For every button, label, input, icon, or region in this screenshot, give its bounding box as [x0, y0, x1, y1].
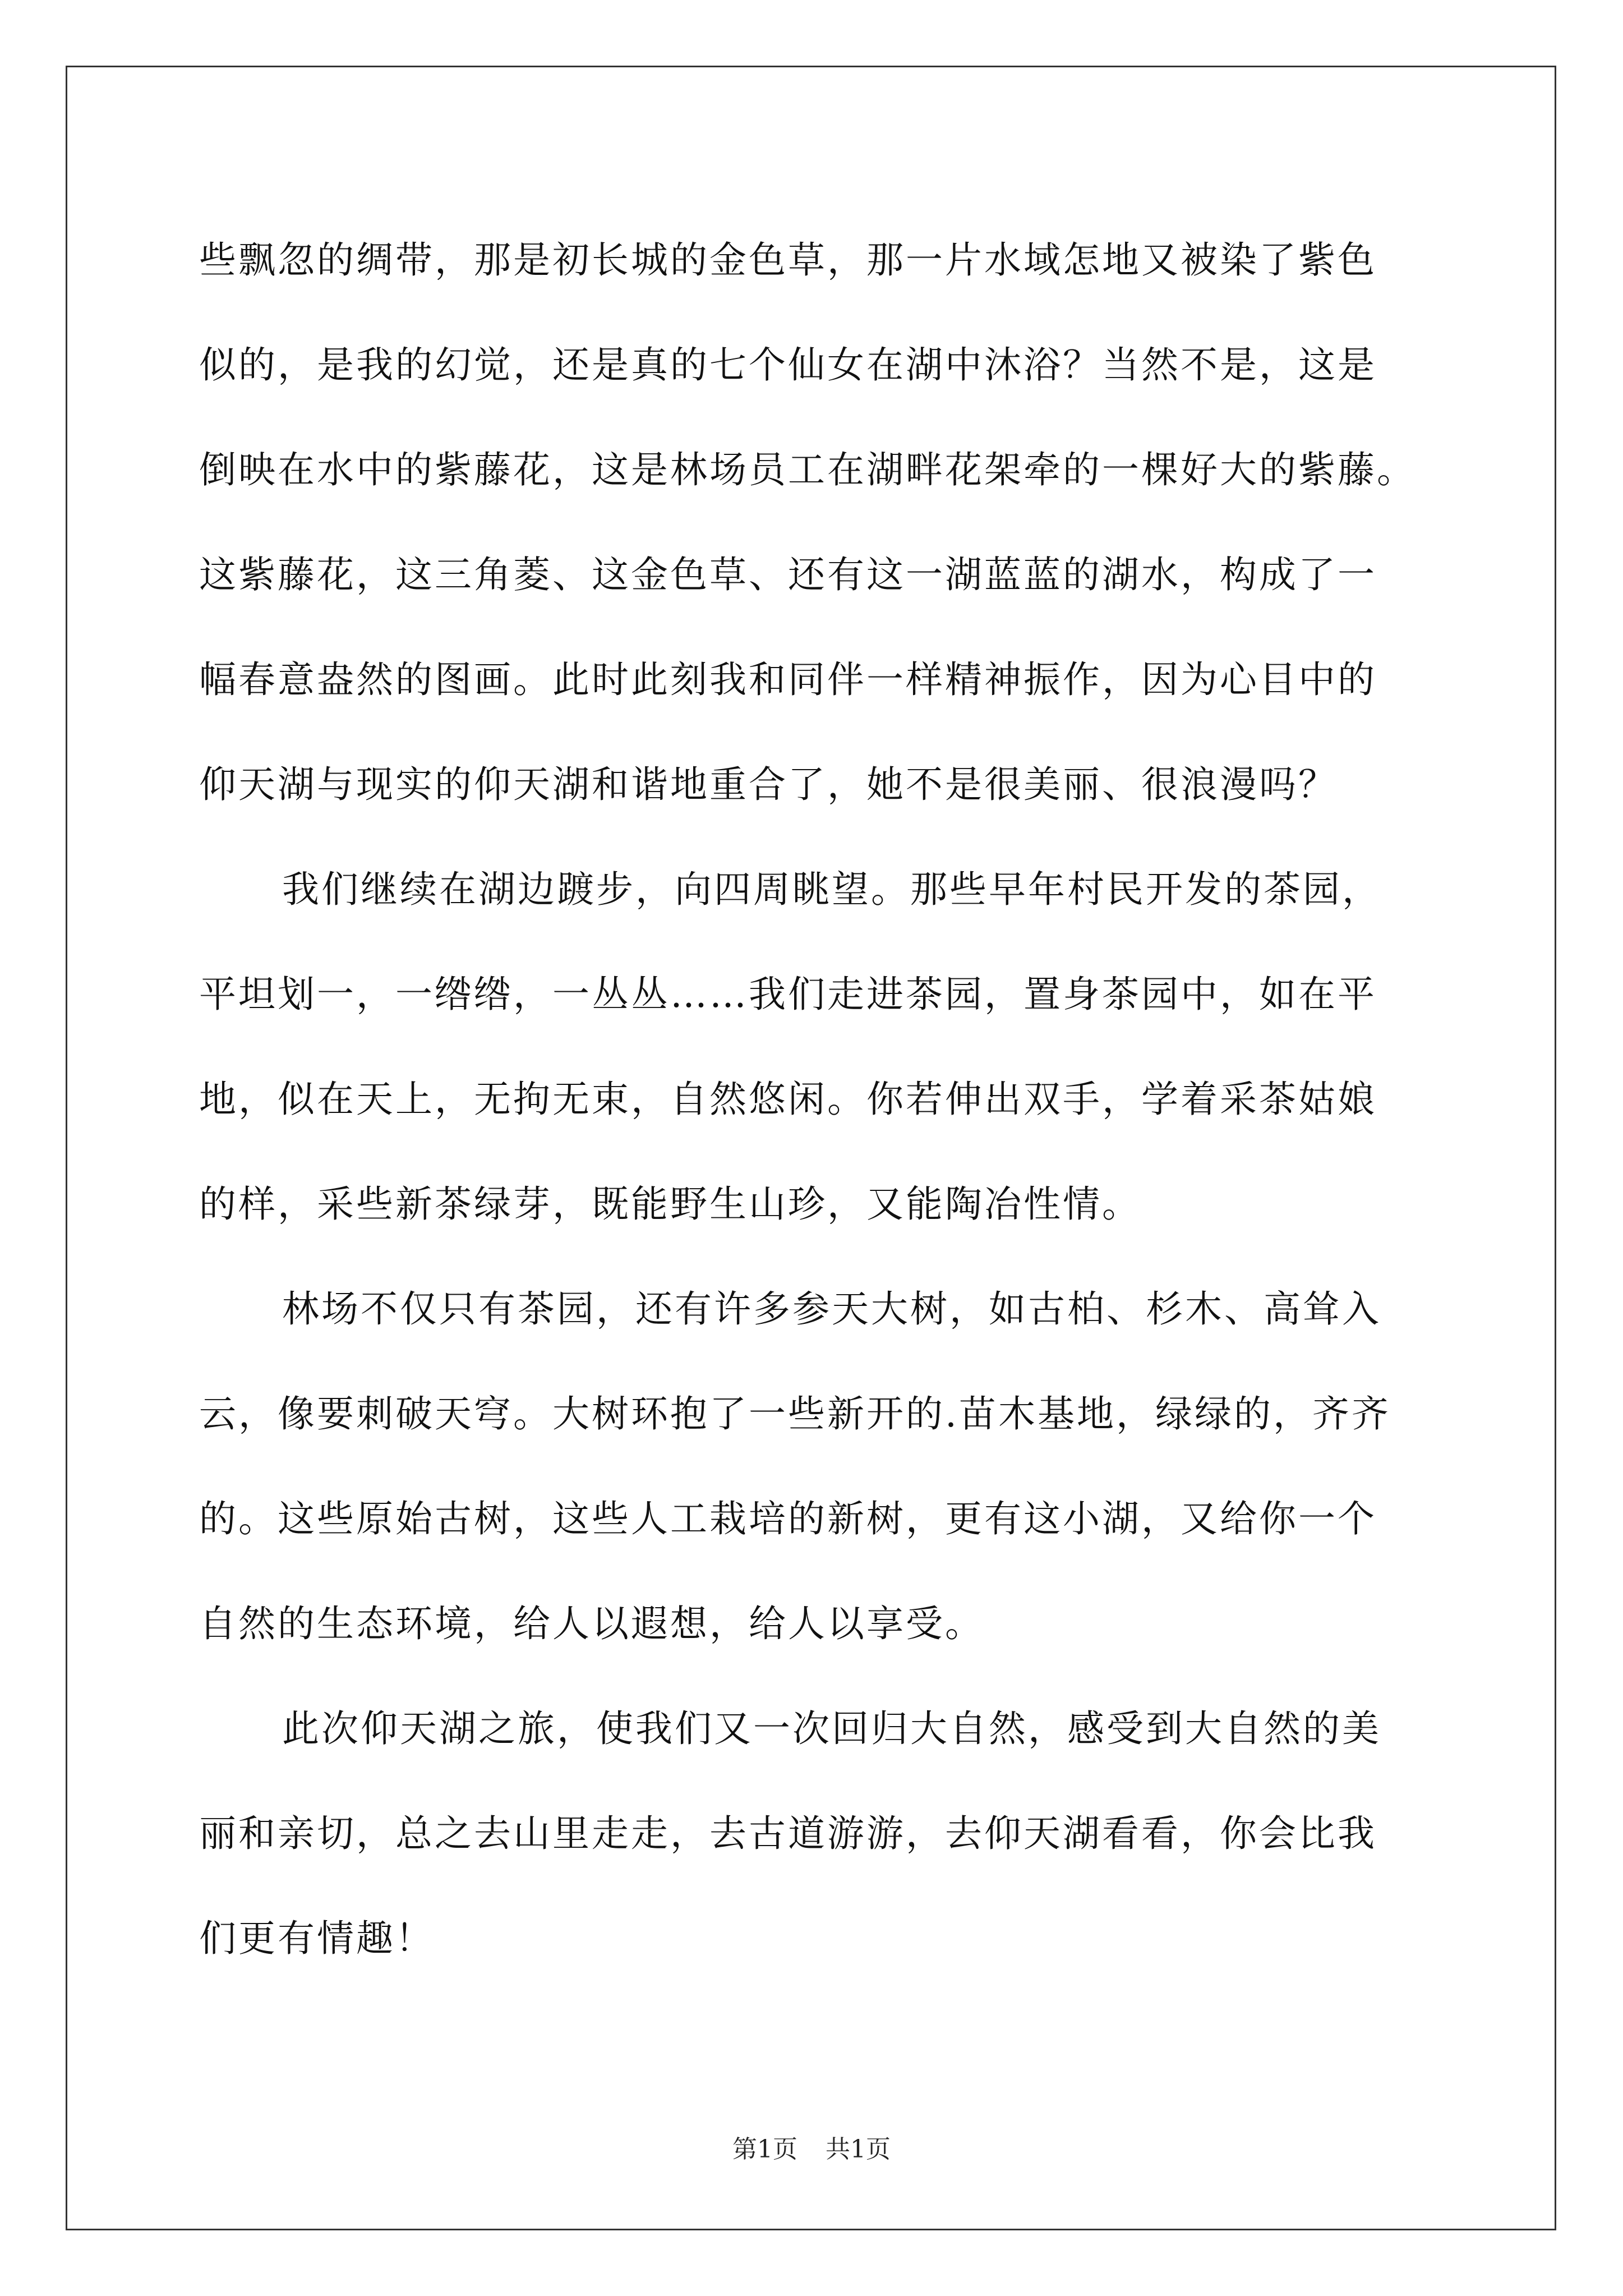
- document-body: [199, 208, 1433, 1991]
- text-line: 平坦划一，一绺绺，一丛丛……我们走进茶园，置身茶园中，如在平: [199, 973, 1377, 1016]
- text-line: 些飘忽的绸带，那是初长城的金色草，那一片水域怎地又被染了紫色: [199, 238, 1377, 282]
- text-line: 这紫藤花，这三角菱、这金色草、还有这一湖蓝蓝的湖水，构成了一: [199, 553, 1377, 596]
- text-line: 的样，采些新茶绿芽，既能野生山珍，又能陶冶性情。: [199, 1182, 1141, 1226]
- text-line: 似的，是我的幻觉，还是真的七个仙女在湖中沐浴？当然不是，这是: [199, 343, 1377, 386]
- page-number: 第1页: [732, 2135, 797, 2164]
- text-line: 自然的生态环境，给人以遐想，给人以享受。: [199, 1602, 984, 1645]
- paragraph-start-line: 此次仰天湖之旅，使我们又一次回归大自然，感受到大自然的美: [282, 1707, 1381, 1750]
- text-line: 的。这些原始古树，这些人工栽培的新树，更有这小湖，又给你一个: [199, 1497, 1377, 1540]
- text-line: 丽和亲切，总之去山里走走，去古道游游，去仰天湖看看，你会比我: [199, 1812, 1377, 1855]
- text-line: 们更有情趣！: [199, 1917, 435, 1960]
- paragraph-start-line: 林场不仅只有茶园，还有许多参天大树，如古柏、杉木、高耸入: [282, 1287, 1381, 1331]
- text-line: 云，像要刺破天穹。大树环抱了一些新开的.苗木基地，绿绿的，齐齐: [199, 1392, 1391, 1435]
- paragraph-start-line: 我们继续在湖边踱步，向四周眺望。那些早年村民开发的茶园，: [282, 868, 1381, 911]
- text-line: 幅春意盎然的图画。此时此刻我和同伴一样精神振作，因为心目中的: [199, 658, 1377, 701]
- text-line: 地，似在天上，无拘无束，自然悠闲。你若伸出双手，学着采茶姑娘: [199, 1078, 1377, 1121]
- text-line: 倒映在水中的紫藤花，这是林场员工在湖畔花架牵的一棵好大的紫藤。: [199, 448, 1416, 491]
- page-total: 共1页: [826, 2135, 891, 2164]
- text-line: 仰天湖与现实的仰天湖和谐地重合了，她不是很美丽、很浪漫吗？: [199, 763, 1338, 806]
- page-footer: [0, 2129, 1623, 2165]
